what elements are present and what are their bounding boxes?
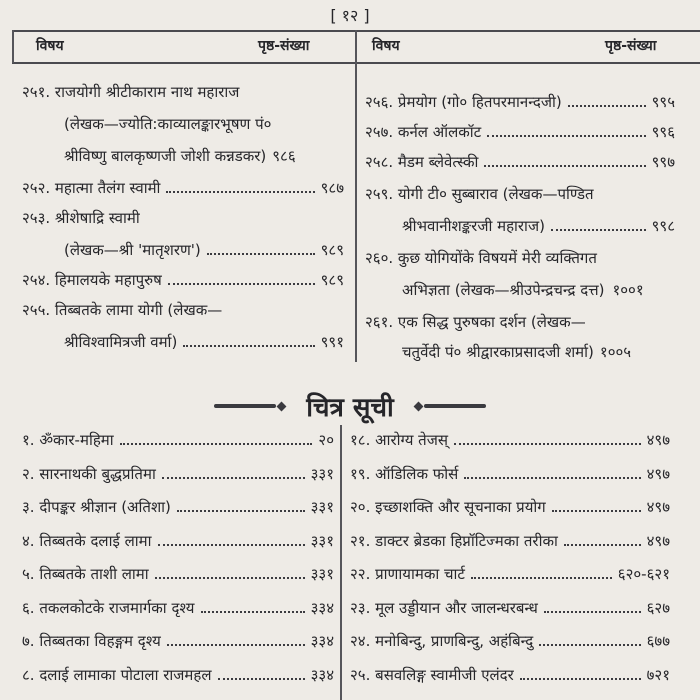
column-divider: [355, 30, 357, 362]
dot-leader: [520, 678, 641, 680]
toc-entry-257: २५७. कर्नल ऑलकॉट ९९६: [365, 123, 675, 141]
picture-label: २०. इच्छाशक्ति और सूचनाका प्रयोग: [350, 498, 546, 516]
toc-entry-252: २५२. महात्मा तैलंग स्वामी ९८७: [22, 179, 344, 197]
dot-leader: [539, 644, 640, 646]
dot-leader: [487, 135, 645, 137]
picture-label: १८. आरोग्य तेजस्: [350, 431, 448, 449]
picture-page: ३३१: [310, 498, 334, 516]
picture-page: २०: [318, 431, 334, 449]
picture-page: ३३१: [310, 464, 334, 483]
header-subject-left: विषय: [36, 38, 64, 54]
dot-leader: [120, 443, 313, 445]
picture-page: ३३१: [310, 531, 334, 550]
picture-page: ४९७: [646, 498, 670, 516]
picture-list-item: [350, 631, 670, 651]
dot-leader: [568, 105, 646, 107]
ornament-right: [424, 404, 486, 408]
dot-leader: [155, 577, 305, 579]
picture-list-item: [350, 665, 670, 685]
section-title: चित्र सूची: [306, 393, 394, 423]
picture-list-item: [350, 598, 670, 618]
picture-list-item: [350, 564, 670, 584]
section-heading: [0, 388, 700, 424]
picture-page: ४९७: [646, 531, 670, 550]
picture-list-item: [22, 430, 334, 450]
picture-page: ६२७: [646, 598, 670, 617]
picture-page: ६७७: [646, 632, 670, 650]
dot-leader: [158, 544, 305, 546]
dot-leader: [177, 510, 305, 512]
picture-list-item: [22, 665, 334, 685]
dot-leader: [551, 229, 646, 231]
header-page-left: पृष्ठ-संख्या: [258, 38, 310, 54]
ornament-left: [214, 404, 276, 408]
picture-label: २१. डाक्टर ब्रेडका हिप्नॉटिज्मका तरीका: [350, 531, 558, 550]
picture-page: ४९७: [646, 431, 670, 449]
header-page-right: पृष्ठ-संख्या: [605, 38, 657, 54]
picture-page: ३३४: [310, 632, 334, 650]
dot-leader: [552, 510, 641, 512]
picture-label: ८. दलाई लामाका पोटाला राजमहल: [22, 665, 212, 684]
dot-leader: [454, 443, 641, 445]
picture-list-item: [22, 564, 334, 584]
ornament-diamond: [277, 401, 287, 411]
picture-label: २४. मनोबिन्दु, प्राणबिन्दु, अहंबिन्दु: [350, 632, 534, 650]
page-number: [ १२ ]: [330, 6, 370, 25]
dot-leader: [207, 253, 315, 255]
picture-label: ३. दीपङ्कर श्रीज्ञान (अतिशा): [22, 498, 171, 516]
header-subject-right: विषय: [372, 38, 400, 54]
toc-entry-258: २५८. मैडम ब्लेवेत्स्की ९९७: [365, 153, 675, 171]
dot-leader: [471, 577, 612, 579]
picture-list-item: [350, 464, 670, 484]
picture-page: ७२१: [646, 665, 670, 684]
picture-list-item: [350, 531, 670, 551]
dot-leader: [168, 283, 315, 285]
dot-leader: [218, 678, 305, 680]
dot-leader: [201, 611, 305, 613]
left-outer-rule: [12, 30, 14, 63]
picture-page: ६२०-६२१: [617, 565, 670, 583]
picture-page: ४९७: [646, 464, 670, 483]
picture-list-item: [350, 497, 670, 517]
picture-list-item: [22, 464, 334, 484]
dot-leader: [544, 611, 641, 613]
picture-list-item: [22, 598, 334, 618]
picture-label: १. ॐकार-महिमा: [22, 431, 114, 449]
dot-leader: [564, 544, 641, 546]
picture-list-item: [22, 531, 334, 551]
dot-leader: [167, 644, 305, 646]
dot-leader: [464, 477, 640, 479]
picture-page: ३३४: [310, 598, 334, 617]
picture-label: २. सारनाथकी बुद्धप्रतिमा: [22, 464, 156, 483]
dot-leader: [162, 477, 305, 479]
picture-label: ७. तिब्बतका विहङ्गम दृश्य: [22, 632, 161, 650]
dot-leader: [166, 191, 314, 193]
picture-page: ३३४: [310, 665, 334, 684]
picture-label: २३. मूल उड्डीयान और जालन्धरबन्ध: [350, 598, 538, 617]
picture-label: ५. तिब्बतके ताशी लामा: [22, 565, 149, 583]
picture-list-item: [22, 631, 334, 651]
picture-label: १९. ऑडिलिक फोर्स: [350, 464, 459, 483]
toc-entry-254: २५४. हिमालयके महापुरुष ९८९: [22, 271, 344, 289]
dot-leader: [484, 165, 645, 167]
toc-entry-256: २५६. प्रेमयोग (गो० हितपरमानन्दजी) ९९५: [365, 93, 675, 111]
picture-label: ४. तिब्बतके दलाई लामा: [22, 531, 152, 550]
picture-list-item: [350, 430, 670, 450]
picture-page: ३३१: [310, 565, 334, 583]
picture-list-item: [22, 497, 334, 517]
picture-label: ६. तकलकोटके राजमार्गका दृश्य: [22, 598, 195, 617]
picture-label: २२. प्राणायामका चार्ट: [350, 565, 465, 583]
ornament-diamond: [413, 401, 423, 411]
pictures-divider: [340, 425, 342, 700]
picture-label: २५. बसवलिङ्ग स्वामीजी एलंदर: [350, 665, 514, 684]
dot-leader: [183, 345, 314, 347]
